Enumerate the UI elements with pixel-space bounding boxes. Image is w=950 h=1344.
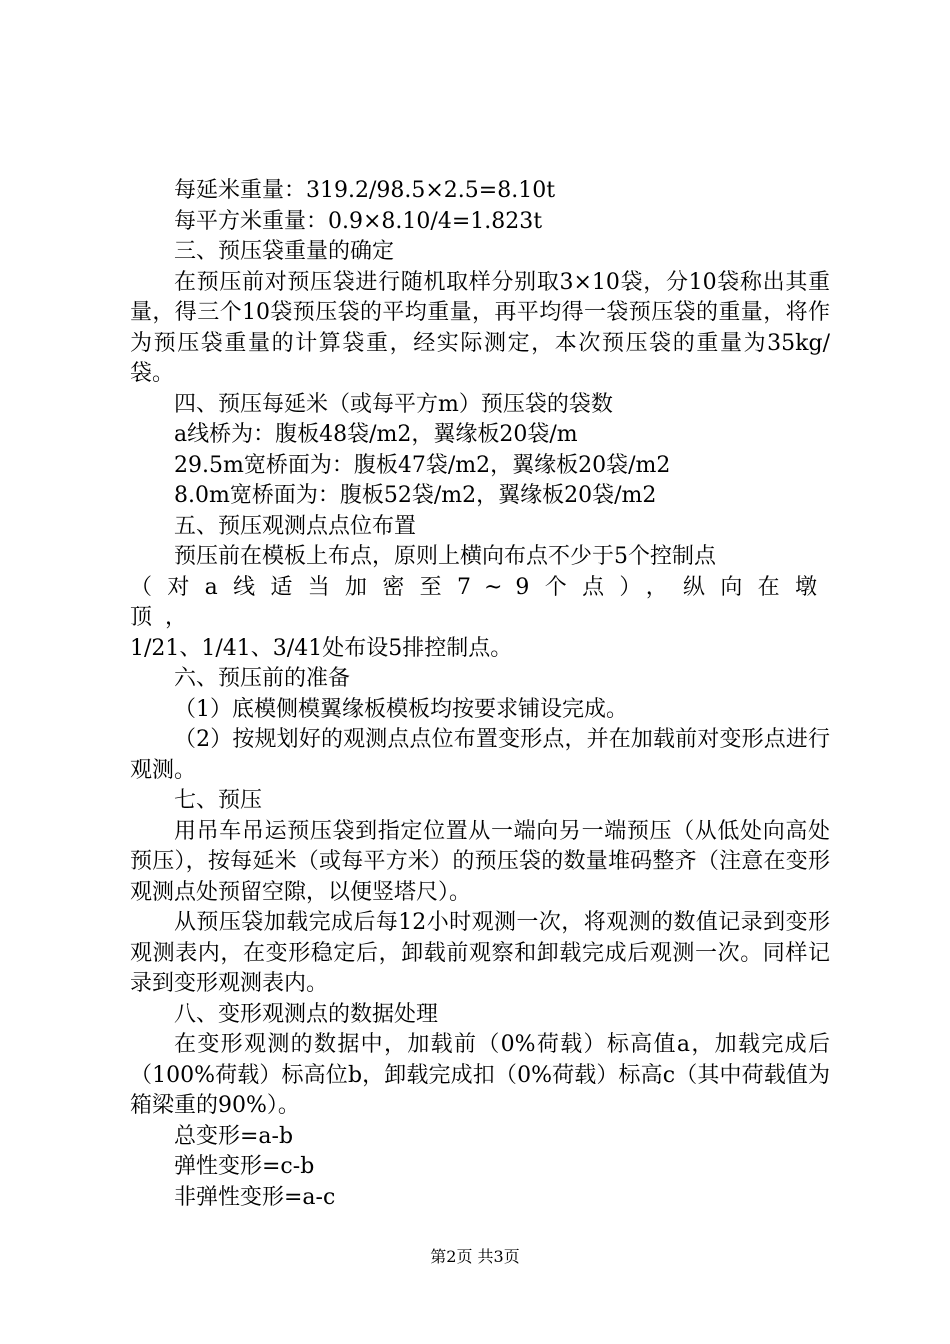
section-heading-6: 六、预压前的准备 — [174, 666, 351, 691]
paragraph-8-0m-bridge: 8.0m宽桥面为：腹板52袋/m2，翼缘板20袋/m2 — [174, 483, 657, 508]
paragraph-weight-per-meter: 每延米重量：319.2/98.5×2.5=8.10t — [174, 178, 556, 203]
paragraph-a-line-bridge: a线桥为：腹板48袋/m2，翼缘板20袋/m — [174, 422, 578, 447]
paragraph-layout-line-3: 1/21、1/41、3/41处布设5排控制点。 — [130, 635, 513, 661]
paragraph-layout-line-2: （对a线适当加密至7~9个点），纵向在墩顶， — [130, 574, 830, 630]
paragraph-prep-2: （2）按规划好的观测点点位布置变形点，并在加载前对变形点进行观测。 — [130, 727, 830, 783]
section-heading-4: 四、预压每延米（或每平方m）预压袋的袋数 — [174, 391, 613, 417]
paragraph-29-5m-bridge: 29.5m宽桥面为：腹板47袋/m2，翼缘板20袋/m2 — [174, 452, 671, 478]
paragraph-prep-1: （1）底模侧模翼缘板模板均按要求铺设完成。 — [174, 696, 628, 722]
paragraph-observation: 从预压袋加载完成后每12小时观测一次，将观测的数值记录到变形观测表内，在变形稳定后，卸载前观察和卸载完成后观测一次。同样记录到变形观测表内。 — [130, 910, 830, 996]
paragraph-preload-procedure: 用吊车吊运预压袋到指定位置从一端向另一端预压（从低处向高处预压），按每延米（或每平方米）的预压袋的数量堆码整齐（注意在变形观测点处预留空隙，以便竖塔尺）。 — [130, 818, 830, 905]
document-body — [130, 176, 830, 1213]
page-footer: 第2页 共3页 — [430, 1247, 520, 1266]
paragraph-weight-per-sqm: 每平方米重量：0.9×8.10/4=1.823t — [174, 208, 543, 234]
paragraph-bag-weight: 在预压前对预压袋进行随机取样分别取3×10袋，分10袋称出其重量，得三个10袋预压袋的平均重量，再平均得一袋预压袋的重量，将作为预压袋重量的计算袋重，经实际测定，本次预压袋的重量为35kg/袋。 — [130, 269, 830, 386]
paragraph-layout-line-1: 预压前在模板上布点，原则上横向布点不少于5个控制点 — [174, 544, 716, 569]
formula-inelastic-deformation: 非弹性变形=a-c — [174, 1184, 336, 1210]
section-heading-7: 七、预压 — [174, 788, 263, 813]
section-heading-5: 五、预压观测点点位布置 — [174, 513, 417, 539]
section-heading-8: 八、变形观测点的数据处理 — [174, 1001, 439, 1027]
paragraph-data-processing: 在变形观测的数据中，加载前（0%荷载）标高值a，加载完成后（100%荷载）标高位b，卸载完成扣（0%荷载）标高c（其中荷载值为箱梁重的90%）。 — [130, 1032, 830, 1118]
formula-elastic-deformation: 弹性变形=c-b — [174, 1154, 315, 1179]
section-heading-3: 三、预压袋重量的确定 — [174, 239, 395, 264]
formula-total-deformation: 总变形=a-b — [174, 1123, 294, 1149]
